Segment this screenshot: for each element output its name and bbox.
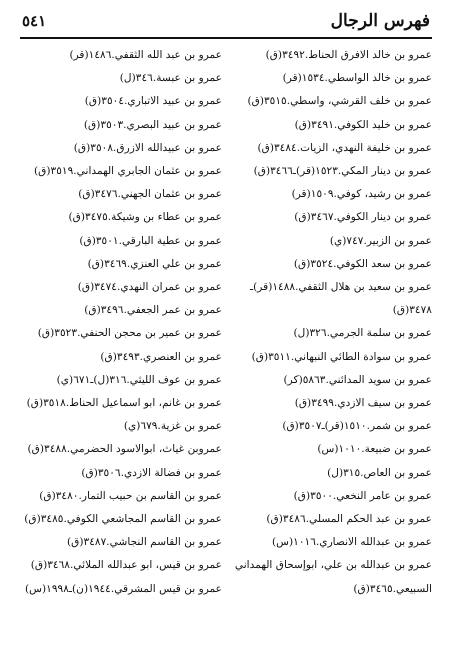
index-entry: عمرو بن عثمان الجابري الهمداني.٣٥١٩(ق) — [34, 165, 222, 178]
index-entry: عمرو بن عامر النخعي.٣٥٠٠(ق) — [293, 489, 432, 502]
index-entry: عمرو بن خالد الافرق الحناط.٣٤٩٢(ق) — [265, 49, 432, 61]
index-entry: عمرو بن القاسم بن حبيب التمار.٣٤٨٠(ق) — [39, 489, 222, 502]
index-entry: عمرو بن علي العنزي.٣٤٦٩(ق) — [87, 257, 222, 270]
index-entry: عمرو بن عمران النهدي.٣٤٧٤(ق) — [77, 281, 222, 294]
index-entry: عمرو بن الزبير.٧٤٧(ي) — [329, 234, 432, 247]
left-column — [18, 44, 222, 644]
index-entry: عمرو بن رشيد، كوفي.١٥٠٩(قر) — [291, 188, 432, 201]
index-entry: عمرو بن قيس المشرقي.١٩٤٤(ن)ـ١٩٩٨(س) — [24, 582, 222, 595]
index-entry: السبيعي.٣٤٦٥(ق) — [353, 582, 432, 595]
header-title: فهرس الرجال — [330, 11, 430, 31]
index-entry: عمرو بن دينار المكي.١٥٢٣(قر)ـ٣٤٦٦(ق) — [253, 165, 432, 178]
index-entry: عمرو بن فضالة الازدي.٣٥٠٦(ق) — [81, 466, 222, 479]
index-entry: عمرو بن دينار الكوفي.٣٤٦٧(ق) — [294, 211, 432, 224]
index-entry: عمرو بن خليد الكوفي.٣٤٩١(ق) — [294, 118, 432, 131]
index-entry: عمرو بن قيس، ابو عبدالله الملائي.٣٤٦٨(ق) — [30, 559, 222, 572]
index-entry: عمرو بن سوادة الطائي النبهاني.٣٥١١(ق) — [251, 350, 432, 363]
index-entry: عمرو بن القاسم النجاشي.٣٤٨٧(ق) — [67, 536, 222, 549]
index-entry: عمرو بن خلف القرشي، واسطي.٣٥١٥(ق) — [247, 95, 432, 108]
index-entry: عمرو بن عمير بن محجن الحنفي.٣٥٢٣(ق) — [37, 327, 222, 340]
index-entry: عمرو بن خليفة النهدي، الزيات.٣٤٨٤(ق) — [257, 141, 432, 154]
index-entry: عمرو بن عبد الله الثقفي.١٤٨٦(قر) — [69, 49, 222, 61]
index-entry: عمرو بن عمر الجعفي.٣٤٩٦(ق) — [84, 304, 222, 317]
index-entry: عمرو بن سلمة الجرمي.٣٢٦(ل) — [293, 327, 432, 340]
page-header — [22, 8, 430, 34]
index-entry: عمرو بن عبدالله بن علي، ابوإسحاق الهمداني — [234, 559, 432, 572]
index-entry: عمرو بن القاسم المجاشعي الكوفي.٣٤٨٥(ق) — [24, 513, 222, 526]
index-entry: عمرو بن خالد الواسطي.١٥٣٤(قر) — [282, 72, 432, 85]
index-columns — [18, 44, 432, 644]
index-entry: عمرو بن عبيد الاتباري.٣٥٠٤(ق) — [84, 95, 222, 108]
index-entry: عمرو بن سيف الازدي.٣٤٩٩(ق) — [294, 397, 432, 410]
index-entry: عمرو بن عبيد البصري.٣٥٠٣(ق) — [83, 118, 222, 131]
index-entry: عمرو بن غانم، ابو اسماعيل الحناط.٣٥١٨(ق) — [26, 397, 222, 410]
index-entry: عمرو بن عطاء بن وشيكة.٣٤٧٥(ق) — [68, 211, 222, 224]
index-entry: عمرو بن عبسة.٣٤٦(ل) — [119, 72, 222, 85]
index-entry: عمرو بن عبيدالله الازرق.٣٥٠٨(ق) — [73, 141, 222, 154]
index-entry: عمرو بن العنصري.٣٤٩٣(ق) — [100, 350, 222, 363]
index-entry: عمروبن غياث، ابوالاسود الحضرمي.٣٤٨٨(ق) — [27, 443, 222, 456]
index-entry: عمرو بن غزية.٦٧٩(ي) — [123, 420, 222, 433]
index-entry: عمرو بن ضبيعة.١٠١٠(س) — [317, 443, 432, 456]
index-entry: عمرو بن عوف الليثي.٣١٦(ل)ـ٦٧١(ي) — [56, 373, 222, 386]
index-entry: ٣٤٧٨(ق) — [392, 304, 432, 317]
index-entry: عمرو بن عبد الحكم المسلي.٣٤٨٦(ق) — [266, 513, 432, 526]
header-rule — [20, 37, 432, 39]
page-number: ٥٤١ — [22, 12, 47, 30]
index-entry: عمرو بن شمر.١٥١٠(قر)ـ٣٥٠٧(ق) — [282, 420, 432, 433]
index-entry: عمرو بن سعيد بن هلال الثقفي.١٤٨٨(قر)ـ — [250, 281, 432, 294]
index-entry: عمرو بن عبدالله الانصاري.١٠١٦(س) — [271, 536, 432, 549]
index-entry: عمرو بن سعد الكوفي.٣٥٢٤(ق) — [293, 257, 432, 270]
index-entry: عمرو بن عثمان الجهني.٣٤٧٦(ق) — [78, 188, 222, 201]
index-entry: عمرو بن سويد المدائني.٥٨٦٣(كر) — [283, 373, 432, 386]
index-entry: عمرو بن عطية البارقي.٣٥٠١(ق) — [79, 234, 222, 247]
index-entry: عمرو بن العاص.٣١٥(ل) — [327, 466, 432, 479]
right-column — [228, 44, 432, 644]
